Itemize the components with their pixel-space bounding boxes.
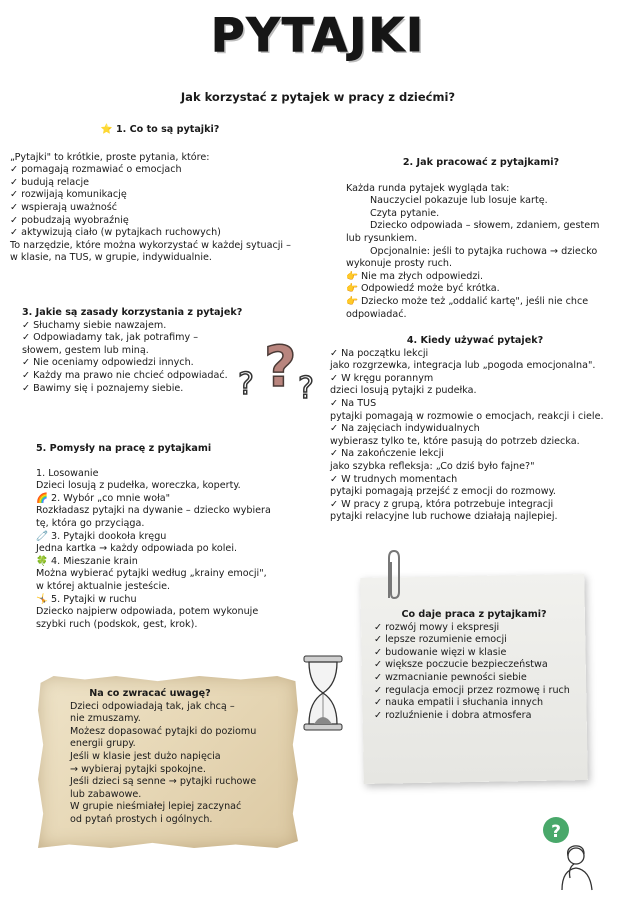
section5-line: Rozkładasz pytajki na dywanie – dziecko wybiera — [36, 505, 271, 517]
benefits-item: ✓ rozwój mowy i ekspresji — [374, 621, 500, 633]
section4-line: jako szybka refleksja: „Co dziś było fajne?" — [330, 460, 535, 472]
section3-line: ✓ Nie oceniamy odpowiedzi innych. — [22, 357, 194, 369]
section2-step: Dziecko odpowiada – słowem, zdaniem, gestem — [370, 220, 600, 232]
section5-line: 🤸 5. Pytajki w ruchu — [36, 593, 137, 605]
section4-line: dzieci losują pytajki z pudełka. — [330, 385, 477, 397]
section4-heading: 4. Kiedy używać pytajek? — [406, 335, 544, 346]
section1-line: w klasie, na TUS, w grupie, indywidualnie. — [10, 252, 212, 264]
question-bubble-mark-icon: ? — [551, 822, 561, 842]
section1-line: ✓ pobudzają wyobraźnię — [10, 214, 129, 226]
question-mark-big-icon: ? — [264, 335, 297, 400]
section5-heading: 5. Pomysły na pracę z pytajkami — [36, 443, 212, 454]
section1-heading: ⭐ 1. Co to są pytajki? — [100, 124, 220, 135]
section2-heading: 2. Jak pracować z pytajkami? — [402, 157, 560, 168]
attention-line: Dzieci odpowiadają tak, jak chcą – — [70, 700, 235, 712]
question-mark-left-icon: ? — [238, 367, 254, 402]
benefits-item: ✓ większe poczucie bezpieczeństwa — [374, 659, 548, 671]
section1-line: To narzędzie, które można wykorzystać w każdej sytuacji – — [10, 239, 291, 251]
attention-line: Jeśli w klasie jest dużo napięcia — [70, 750, 221, 762]
attention-line: → wybieraj pytajki spokojne. — [70, 763, 206, 775]
section4-line: ✓ W kręgu porannym — [330, 372, 434, 384]
attention-line: lub zabawowe. — [70, 788, 142, 800]
section-how-to-work — [346, 157, 626, 321]
section5-line: Można wybierać pytajki według „krainy emocji", — [36, 568, 267, 580]
benefits-heading: Co daje praca z pytajkami? — [401, 609, 547, 620]
attention-content — [70, 688, 262, 827]
section2-bullet: 👉 Odpowiedź może być krótka. — [346, 283, 500, 295]
section3-line: ✓ Bawimy się i poznajemy siebie. — [22, 382, 184, 394]
section4-line: ✓ Na początku lekcji — [330, 347, 429, 359]
attention-heading: Na co zwracać uwagę? — [89, 688, 211, 699]
section5-line: Dziecko najpierw odpowiada, potem wykonuje — [36, 606, 259, 618]
benefits-item: ✓ budowanie więzi w klasie — [374, 646, 507, 658]
section5-line: szybki ruch (podskok, gest, krok). — [36, 618, 198, 630]
section4-line: jako rozgrzewka, integracja lub „pogoda emocjonalna". — [330, 360, 596, 372]
section1-line: ✓ rozwijają komunikację — [10, 189, 127, 201]
section-when-to-use — [330, 335, 630, 524]
section1-line: ✓ pomagają rozmawiać o emocjach — [10, 164, 182, 176]
section2-bullet: 👉 Dziecko może też „oddalić kartę", jeśli nie chce — [346, 295, 589, 307]
section4-line: wybierasz tylko te, które pasują do potrzeb dziecka. — [330, 435, 580, 447]
page-subtitle: Jak korzystać z pytajek w pracy z dziećmi? — [180, 90, 456, 104]
section4-line: ✓ Na TUS — [330, 397, 377, 409]
section5-line: tę, która go przyciąga. — [36, 517, 145, 529]
benefits-item: ✓ lepsze rozumienie emocji — [374, 634, 507, 646]
section2-step: Nauczyciel pokazuje lub losuje kartę. — [370, 195, 548, 207]
attention-line: W grupie nieśmiałej lepiej zaczynać — [70, 801, 242, 813]
section5-line: 🧷 3. Pytajki dookoła kręgu — [36, 530, 167, 542]
thinking-person-illustration — [532, 812, 602, 892]
section-what-are-pytajki — [10, 124, 310, 265]
benefits-item: ✓ wzmacnianie pewności siebie — [374, 671, 527, 683]
section3-line: ✓ Każdy ma prawo nie chcieć odpowiadać. — [22, 369, 228, 381]
section5-line: Dzieci losują z pudełka, woreczka, koperty. — [36, 480, 241, 492]
section-ideas — [36, 443, 296, 631]
section2-optional-cont: wykonuje prosty ruch. — [346, 258, 452, 270]
section5-line: w której aktualnie jesteście. — [36, 580, 171, 592]
section4-line: pytajki pomagają przejść z emocji do rozmowy. — [330, 486, 556, 498]
section3-line: ✓ Słuchamy siebie nawzajem. — [22, 319, 167, 331]
benefits-item: ✓ regulacja emocji przez rozmowę i ruch — [374, 684, 570, 696]
section3-line: ✓ Odpowiadamy tak, jak potrafimy – — [22, 332, 199, 344]
section5-line: 🌈 2. Wybór „co mnie woła" — [36, 492, 171, 504]
section2-step: Czyta pytanie. — [370, 207, 440, 219]
section3-line: słowem, gestem lub miną. — [22, 344, 149, 356]
section1-line: ✓ aktywizują ciało (w pytajkach ruchowych) — [10, 227, 221, 239]
section1-line: ✓ budują relacje — [10, 176, 90, 188]
hourglass-icon — [300, 654, 346, 732]
section5-line: Jedna kartka → każdy odpowiada po kolei. — [36, 543, 238, 555]
benefits-content — [366, 609, 586, 722]
attention-line: Możesz dopasować pytajki do poziomu — [70, 725, 257, 737]
section2-bullet-cont: odpowiadać. — [346, 308, 407, 320]
section1-line: ✓ wspierają uważność — [10, 201, 118, 213]
benefits-item: ✓ nauka empatii i słuchania innych — [374, 697, 544, 709]
question-mark-right-icon: ? — [298, 371, 314, 406]
attention-line: energii grupy. — [70, 738, 136, 750]
section4-line: ✓ W trudnych momentach — [330, 473, 458, 485]
paperclip-icon — [383, 548, 405, 604]
section2-intro: Każda runda pytajek wygląda tak: — [346, 182, 510, 194]
page-title: PYTAJKI — [210, 8, 426, 62]
section4-line: pytajki pomagają w rozmowie o emocjach, reakcji i ciele. — [330, 410, 604, 422]
section3-heading: 3. Jakie są zasady korzystania z pytajek? — [22, 307, 243, 318]
section4-line: ✓ Na zajęciach indywidualnych — [330, 423, 480, 435]
section5-line: 🍀 4. Mieszanie krain — [36, 555, 138, 567]
section2-optional: Opcjonalnie: jeśli to pytajka ruchowa → dziecko — [370, 245, 598, 257]
section2-step-cont: lub rysunkiem. — [346, 232, 418, 244]
question-marks-decoration — [234, 330, 324, 408]
section4-line: pytajki relacyjne lub ruchowe działają najlepiej. — [330, 511, 558, 523]
attention-line: nie zmuszamy. — [70, 713, 141, 725]
section1-line: „Pytajki" to krótkie, proste pytania, które: — [10, 151, 210, 163]
attention-line: od pytań prostych i ogólnych. — [70, 813, 213, 825]
section5-line: 1. Losowanie — [36, 467, 99, 479]
section2-bullet: 👉 Nie ma złych odpowiedzi. — [346, 270, 484, 282]
section4-line: ✓ Na zakończenie lekcji — [330, 448, 444, 460]
section4-line: ✓ W pracy z grupą, która potrzebuje integracji — [330, 498, 554, 510]
benefits-item: ✓ rozluźnienie i dobra atmosfera — [374, 709, 532, 721]
attention-line: Jeśli dzieci są senne → pytajki ruchowe — [70, 776, 257, 788]
